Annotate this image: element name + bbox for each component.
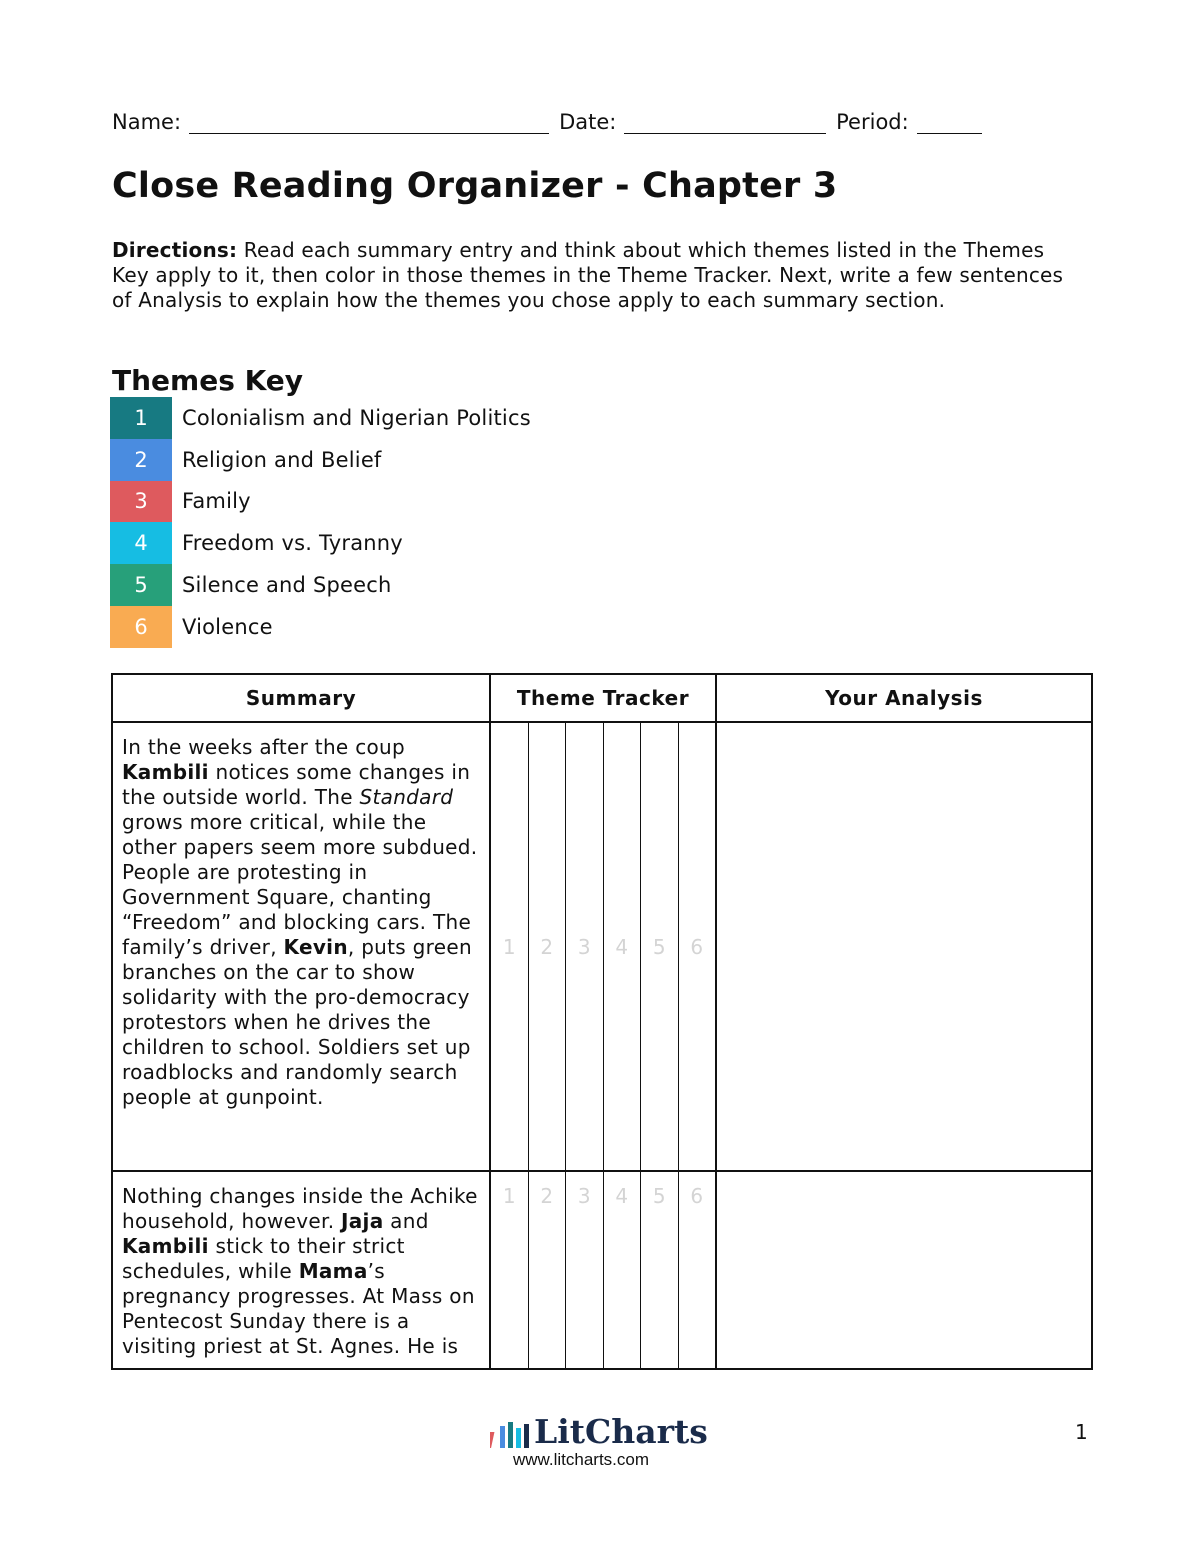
themes-key-list [110, 397, 531, 648]
theme-number-swatch: 5 [110, 564, 172, 606]
character-name: Kambili [122, 760, 209, 784]
summary-text: In the weeks after the coup [122, 735, 405, 759]
theme-tracker [491, 1172, 715, 1368]
tracker-theme-6[interactable]: 6 [678, 1172, 716, 1368]
logo-bar [524, 1424, 529, 1448]
theme-tracker [491, 723, 715, 1170]
tracker-theme-1[interactable]: 1 [502, 1184, 516, 1208]
theme-tracker-header: Theme Tracker [490, 674, 716, 722]
directions [112, 238, 1077, 313]
summary-text: notices some changes in the outside world. The [122, 760, 471, 809]
character-name: Kevin [283, 935, 348, 959]
table-row [112, 722, 1092, 1171]
theme-label: Violence [182, 614, 273, 639]
analysis-header: Your Analysis [716, 674, 1092, 722]
character-name: Kambili [122, 1234, 209, 1258]
tracker-theme-2[interactable]: 2 [528, 1172, 566, 1368]
theme-label: Religion and Belief [182, 447, 382, 472]
theme-number-swatch: 3 [110, 481, 172, 523]
theme-label: Silence and Speech [182, 573, 392, 598]
name-blank [189, 111, 549, 134]
theme-key-item [110, 439, 531, 481]
logo-bar [508, 1422, 513, 1448]
theme-number-swatch: 1 [110, 397, 172, 439]
summary-text: grows more critical, while the other papers seem more subdued. People are protesting in Government Square, chanting “Freedom” and blocking cars. The family’s driver, [122, 810, 478, 959]
tracker-theme-1[interactable]: 1 [502, 934, 516, 959]
theme-key-item [110, 564, 531, 606]
footer-url[interactable]: www.litcharts.com [513, 1450, 650, 1469]
analysis-cell[interactable] [716, 722, 1092, 1171]
character-name: Jaja [341, 1209, 384, 1233]
tracker-theme-2[interactable]: 2 [528, 723, 566, 1170]
theme-key-item [110, 481, 531, 523]
name-label: Name: [112, 110, 182, 134]
tracker-theme-5[interactable]: 5 [640, 1172, 678, 1368]
summary-text: stick to their strict schedules, while [122, 1234, 405, 1283]
summary-text: ’s pregnancy progresses. At Mass on Pentecost Sunday there is a visiting priest at St. Agnes. He is [122, 1259, 475, 1358]
themes-key-heading: Themes Key [112, 364, 304, 397]
period-blank [917, 111, 982, 134]
theme-number-swatch: 4 [110, 522, 172, 564]
tracker-theme-4[interactable]: 4 [603, 723, 641, 1170]
tracker-theme-4[interactable]: 4 [603, 1172, 641, 1368]
date-label: Date: [559, 110, 617, 134]
theme-tracker-cell [490, 722, 716, 1171]
litcharts-logo [490, 1410, 710, 1480]
logo-bar [500, 1426, 505, 1448]
page-number: 1 [1075, 1420, 1088, 1444]
period-label: Period: [836, 110, 909, 134]
summary-text: , puts green branches on the car to show solidarity with the pro-democracy protestors when he drives the children to school. Soldiers set up roadblocks and randomly search people at gunpoint. [122, 935, 472, 1109]
table-row [112, 1171, 1092, 1369]
theme-number-swatch: 2 [110, 439, 172, 481]
logo-bar [490, 1432, 494, 1448]
theme-label: Colonialism and Nigerian Politics [182, 405, 531, 430]
directions-label: Directions: [112, 238, 238, 262]
page-title: Close Reading Organizer - Chapter 3 [112, 166, 838, 206]
directions-text: Read each summary entry and think about which themes listed in the Themes Key apply to it, then color in those themes in the Theme Tracker. Next, write a few sentences of Analysis to explain how the themes you chose apply to each summary section. [112, 238, 1064, 312]
italic-title: Standard [359, 785, 454, 809]
summary-cell [112, 1171, 490, 1369]
summary-text: Nothing changes inside the Achike household, however. [122, 1184, 478, 1233]
logo-bar [516, 1428, 521, 1448]
student-info-line [112, 110, 992, 134]
theme-label: Freedom vs. Tyranny [182, 531, 403, 556]
summary-cell [112, 722, 490, 1171]
analysis-cell[interactable] [716, 1171, 1092, 1369]
character-name: Mama [298, 1259, 368, 1283]
theme-key-item [110, 522, 531, 564]
summary-text: and [383, 1209, 429, 1233]
organizer-table [111, 673, 1093, 1370]
tracker-theme-3[interactable]: 3 [565, 723, 603, 1170]
tracker-theme-6[interactable]: 6 [678, 723, 716, 1170]
theme-label: Family [182, 489, 251, 514]
date-blank [624, 111, 826, 134]
theme-key-item [110, 397, 531, 439]
theme-number-swatch: 6 [110, 606, 172, 648]
summary-header: Summary [112, 674, 490, 722]
tracker-theme-3[interactable]: 3 [565, 1172, 603, 1368]
logo-text: LitCharts [534, 1412, 708, 1451]
theme-tracker-cell [490, 1171, 716, 1369]
theme-key-item [110, 606, 531, 648]
bar-chart-icon [490, 1420, 530, 1450]
tracker-theme-5[interactable]: 5 [640, 723, 678, 1170]
